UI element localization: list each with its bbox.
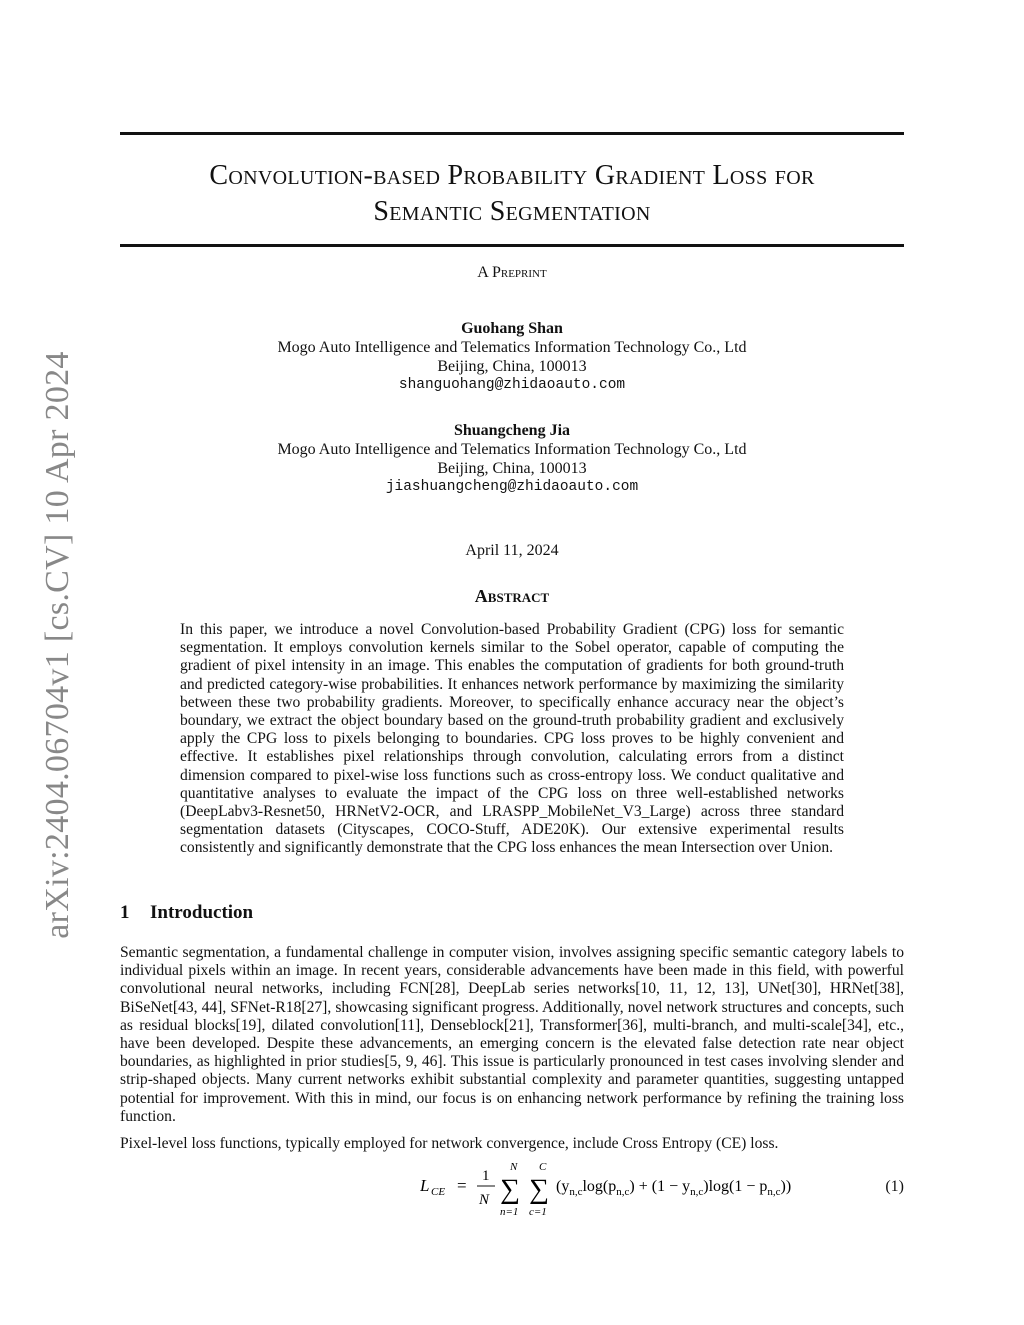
eq-lhs: L — [420, 1176, 430, 1195]
author-name: Guohang Shan — [461, 320, 563, 337]
abstract-heading: Abstract — [474, 586, 550, 606]
eq-body-sub-2: n,c — [616, 1186, 630, 1198]
equation-formula — [420, 1158, 860, 1218]
eq-body-sub-3: n,c — [690, 1186, 704, 1198]
section-heading-introduction — [120, 902, 253, 924]
equation-cross-entropy — [120, 1158, 904, 1218]
eq-frac-denominator: N — [479, 1192, 490, 1208]
title-line-1: Convolution-based Probability Gradient Loss for — [209, 160, 815, 191]
intro-paragraph-1: Semantic segmentation, a fundamental challenge in computer vision, involves assigning specific semantic category labels to individual pixels within an image. In recent years, considerable advancements have been made in this field, with powerful convolutional neural networks, including FCN[28], DeepLab series networks[10, 11, 12, 13], UNet[30], HRNet[38], BiSeNet[43, 44], SFNet-R18[27], showcasing significant progress. Additionally, novel network structures and concepts, such as residual blocks[19], dilated convolution[11], Denseblock[21], Transformer[36], multi-branch, and multi-scale[34], etc., have been developed. Despite these advancements, an emerging concern is the elevated false detection rate near object boundaries, as highlighted in prior studies[5, 9, 46]. This issue is particularly pronounced in test cases involving slender and strip-shaped objects. Many current networks exhibit substantial complexity and parameter quantities, suggesting untapped potential for improvement. With this in mind, our focus is on enhancing network performance by refining the training loss function. — [120, 944, 904, 1125]
eq-body-sub-4: n,c — [767, 1186, 781, 1198]
title-bottom-rule — [120, 244, 904, 247]
eq-body-part-1: (y — [556, 1178, 570, 1195]
arxiv-identifier: arXiv:2404.06704v1 [cs.CV] 10 Apr 2024 — [39, 351, 76, 939]
preprint-label: A Preprint — [477, 264, 547, 281]
eq-body-sub-1: n,c — [569, 1186, 583, 1198]
author-location: Beijing, China, 100013 — [437, 460, 587, 477]
author-affiliation: Mogo Auto Intelligence and Telematics Information Technology Co., Ltd — [277, 339, 747, 356]
eq-body-part-5: )) — [780, 1178, 792, 1195]
equation-number: (1) — [885, 1178, 904, 1195]
section-title: Introduction — [150, 902, 254, 923]
eq-sum1-upper: N — [510, 1161, 518, 1173]
eq-sum2-upper: C — [539, 1161, 547, 1173]
eq-body-part-4: )log(1 − p — [703, 1178, 768, 1195]
eq-body-part-2: log(p — [582, 1178, 617, 1195]
author-block-1 — [120, 319, 904, 395]
paper-title — [120, 158, 904, 230]
author-name: Shuangcheng Jia — [453, 422, 571, 439]
publication-date: April 11, 2024 — [465, 542, 559, 559]
intro-paragraph-2: Pixel-level loss functions, typically employed for network convergence, include Cross Entropy (CE) loss. — [120, 1135, 779, 1152]
author-block-2 — [120, 421, 904, 497]
eq-sum2-symbol: ∑ — [529, 1174, 549, 1205]
section-number: 1 — [120, 902, 130, 923]
author-email[interactable]: shanguohang@zhidaoauto.com — [398, 377, 626, 393]
eq-sum1-symbol: ∑ — [500, 1174, 520, 1205]
author-email[interactable]: jiashuangcheng@zhidaoauto.com — [385, 479, 639, 495]
eq-frac-numerator: 1 — [482, 1168, 490, 1184]
author-location: Beijing, China, 100013 — [437, 358, 587, 375]
abstract-text: In this paper, we introduce a novel Convolution-based Probability Gradient (CPG) loss for semantic segmentation. It employs convolution kernels similar to the Sobel operator, capable of computing the gradient of pixel intensity in an image. This enables the computation of gradients for both ground-truth and predicted category-wise probabilities. It enhances network performance by maximizing the similarity between these two probability gradients. Moreover, to specifically enhance accuracy near the object’s boundary, we extract the object boundary based on the ground-truth probability gradient and exclusively apply the CPG loss to pixels belonging to boundaries. CPG loss proves to be highly convenient and effective. It establishes pixel relationships through convolution, calculating errors from a distinct dimension compared to pixel-wise loss functions such as cross-entropy loss. We conduct qualitative and quantitative analyses to evaluate the impact of the CPG loss on three well-established networks (DeepLabv3-Resnet50, HRNetV2-OCR, and LRASPP_MobileNet_V3_Large) across three standard segmentation datasets (Cityscapes, COCO-Stuff, ADE20K). Our extensive experimental results consistently and significantly demonstrate that the CPG loss enhances the mean Intersection over Union. — [180, 621, 844, 857]
title-line-2: Semantic Segmentation — [373, 196, 651, 227]
eq-body — [556, 1178, 791, 1198]
eq-body-part-3: ) + (1 − y — [629, 1178, 691, 1195]
eq-equals: = — [457, 1176, 467, 1195]
eq-sum1-lower: n=1 — [500, 1206, 519, 1218]
title-top-rule — [120, 132, 904, 135]
eq-sum2-lower: c=1 — [529, 1206, 547, 1218]
author-affiliation: Mogo Auto Intelligence and Telematics Information Technology Co., Ltd — [277, 441, 747, 458]
eq-lhs-sub: CE — [431, 1186, 446, 1198]
